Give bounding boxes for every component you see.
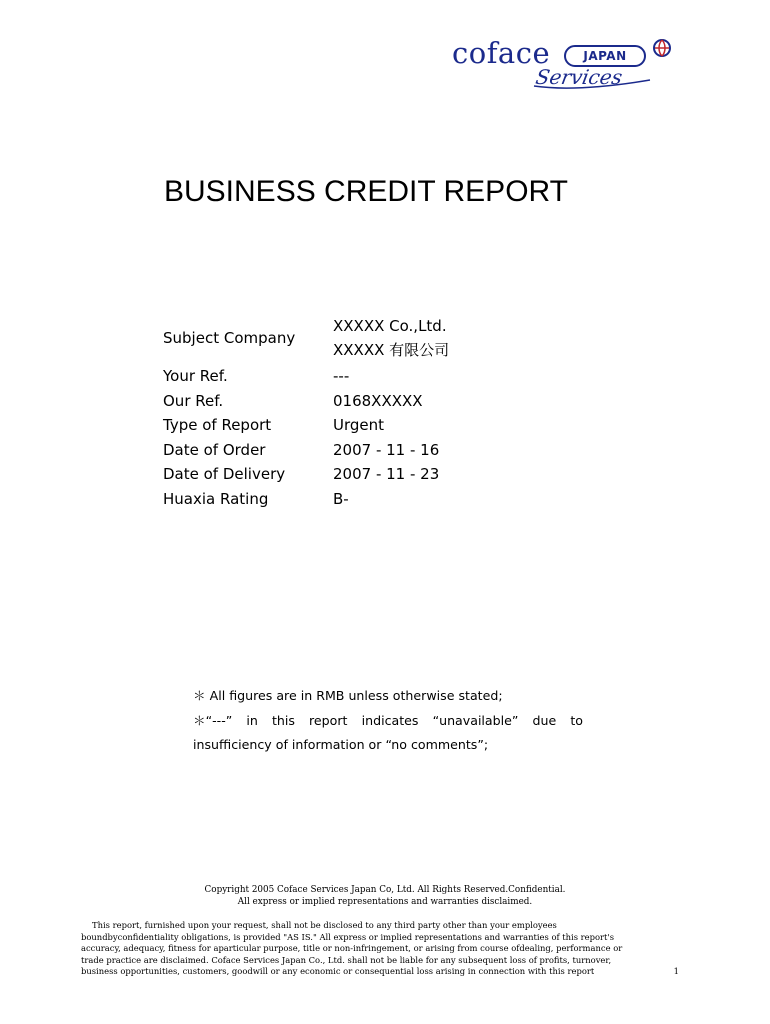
disclaimer-line: accuracy, adequacy, fitness for aparticular purpose, title or non-infringement, or arising from course ofdealing, performance or — [81, 943, 623, 954]
subject-company-value — [333, 314, 449, 362]
note-unavailable — [193, 709, 583, 734]
note-rmb: ＊ All figures are in RMB unless otherwise stated; — [193, 688, 503, 703]
huaxia-rating-value: B- — [333, 489, 349, 508]
info-row-date-of-delivery — [163, 462, 563, 487]
disclaimer-last-line — [81, 966, 693, 978]
note-insufficiency: insufficiency of information or “no comments”; — [193, 737, 489, 752]
subject-company-name-cn: XXXXX 有限公司 — [333, 341, 450, 359]
note-word: due — [532, 712, 557, 728]
note-word: to — [570, 712, 583, 728]
report-notes — [193, 684, 583, 758]
disclaimer-line: trade practice are disclaimed. Coface Services Japan Co., Ltd. shall not be liable for any subsequent loss of profits, turnover, — [81, 954, 612, 965]
your-ref-value: --- — [333, 367, 350, 386]
note-word: indicates — [361, 712, 419, 728]
subject-company-label: Subject Company — [163, 329, 296, 347]
info-row-huaxia-rating — [163, 487, 563, 512]
note-word: in — [246, 712, 258, 728]
info-row-type-of-report — [163, 413, 563, 438]
subject-company-name-en: XXXXX Co.,Ltd. — [333, 317, 447, 335]
info-row-your-ref — [163, 364, 563, 389]
type-of-report-value: Urgent — [333, 416, 385, 435]
globe-icon — [652, 38, 672, 58]
note-word: report — [309, 712, 348, 728]
date-of-order-value: 2007 - 11 - 16 — [333, 440, 440, 459]
report-info — [163, 312, 563, 511]
note-word: ＊“---” — [193, 712, 233, 728]
date-of-delivery-value: 2007 - 11 - 23 — [333, 465, 440, 484]
type-of-report-label: Type of Report — [163, 416, 272, 435]
logo-wordmark: coface — [452, 36, 551, 70]
date-of-order-label: Date of Order — [163, 440, 266, 459]
legal-disclaimer — [81, 920, 693, 978]
copyright-line: Copyright 2005 Coface Services Japan Co, Ltd. All Rights Reserved.Confidential. — [204, 885, 566, 895]
disclaimer-line: This report, furnished upon your request, shall not be disclosed to any third party other than your employees — [92, 920, 557, 930]
your-ref-label: Your Ref. — [163, 367, 228, 386]
disclaimer-line: business opportunities, customers, goodwill or any economic or consequential loss arising in connection with this report — [81, 966, 595, 977]
note-word: this — [271, 712, 295, 728]
copyright-notice — [0, 884, 770, 908]
info-row-date-of-order — [163, 438, 563, 463]
logo-services-script: Services — [533, 65, 625, 89]
note-word: “unavailable” — [432, 712, 519, 728]
logo-japan-badge: JAPAN — [564, 45, 646, 67]
our-ref-label: Our Ref. — [163, 391, 224, 410]
coface-logo — [452, 36, 678, 94]
report-title: BUSINESS CREDIT REPORT — [164, 175, 568, 208]
logo-swash — [532, 76, 652, 90]
our-ref-value: 0168XXXXX — [333, 391, 423, 410]
page-number: 1 — [673, 966, 679, 977]
info-row-our-ref — [163, 389, 563, 414]
info-row-subject-company — [163, 312, 563, 364]
disclaimer-line: boundbyconfidentiality obligations, is provided "AS IS." All express or implied representations and warranties of this report's — [81, 931, 614, 942]
date-of-delivery-label: Date of Delivery — [163, 465, 286, 484]
huaxia-rating-label: Huaxia Rating — [163, 489, 269, 508]
warranty-disclaimed-line: All express or implied representations and warranties disclaimed. — [237, 897, 533, 907]
